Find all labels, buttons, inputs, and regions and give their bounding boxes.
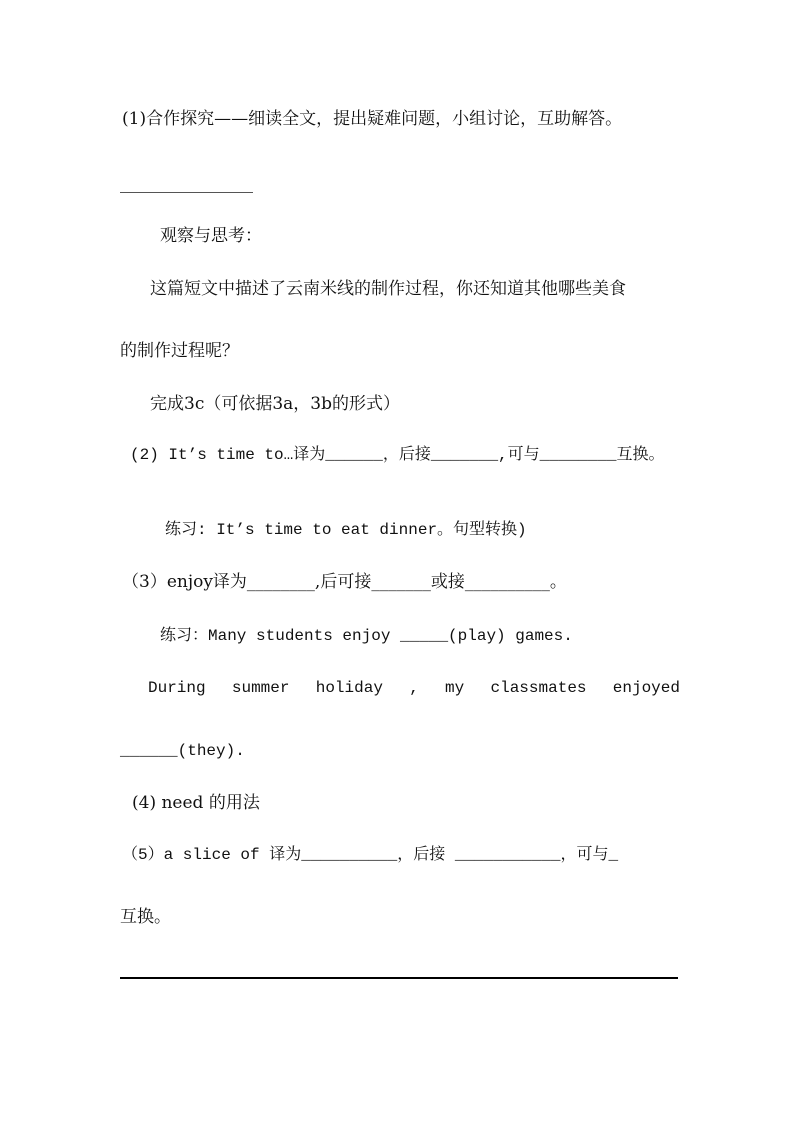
question-line-1: 这篇短文中描述了云南米线的制作过程，你还知道其他哪些美食: [150, 279, 626, 299]
item-4-need: (4) need 的用法: [132, 793, 260, 813]
practice-enjoy-play: 练习：Many students enjoy _____(play) games.: [160, 627, 573, 645]
instruction-3c: 完成3c（可依据3a，3b的形式）: [150, 394, 400, 414]
item-5-continued: 互换。: [120, 907, 171, 927]
word: holiday: [315, 679, 383, 697]
word: summer: [231, 679, 290, 697]
item-5-a-slice-of: （5）a slice of 译为__________，后接 ___________，可与_: [122, 846, 619, 864]
practice-they-blank: ______(they).: [120, 742, 245, 760]
item-2-its-time-to: (2) It’s time to…译为______，后接_______,可与________互换。: [130, 446, 665, 464]
word: my: [445, 679, 465, 697]
section-heading-observe: 观察与思考：: [160, 226, 262, 246]
practice-sentence-transform: 练习: It’s time to eat dinner。句型转换): [165, 521, 527, 539]
word: During: [148, 679, 206, 697]
word: enjoyed: [612, 679, 680, 697]
practice-enjoyed-line: [148, 677, 680, 699]
question-line-2: 的制作过程呢？: [120, 341, 239, 361]
short-divider: [120, 192, 253, 193]
word: ,: [409, 679, 419, 697]
word: classmates: [490, 679, 587, 697]
line-cooperative-inquiry: (1)合作探究——细读全文，提出疑难问题，小组讨论，互助解答。: [122, 109, 623, 129]
item-3-enjoy: （3）enjoy译为________,后可接_______或接__________。: [122, 572, 567, 592]
bottom-divider: [120, 977, 678, 979]
